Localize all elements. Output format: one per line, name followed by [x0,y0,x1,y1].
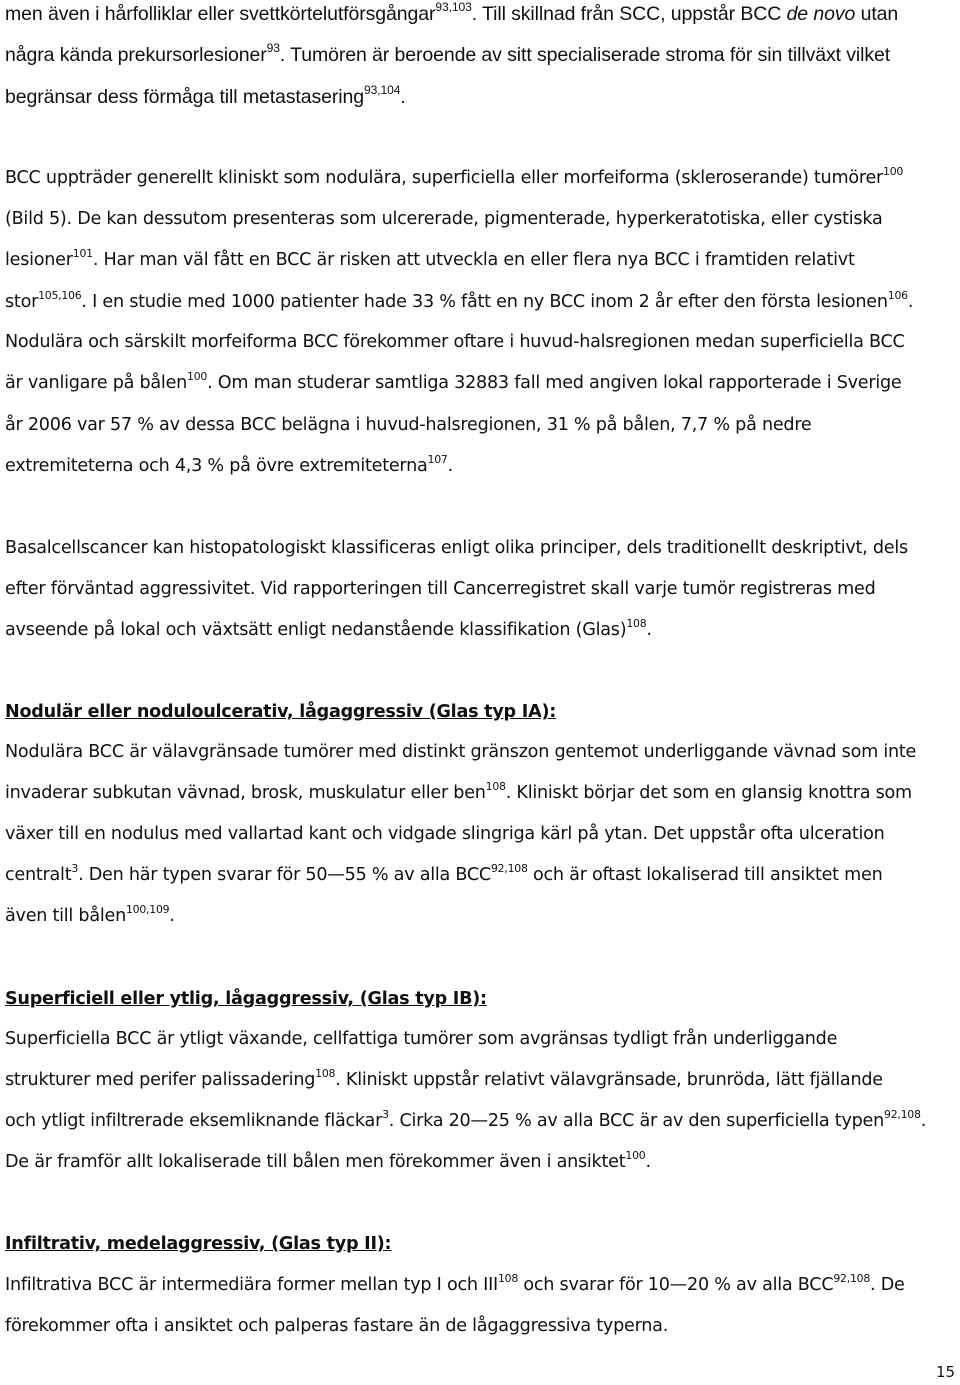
text-run: . Den här typen svarar för 50—55 % av alla BCC [78,865,491,885]
text-run: Nodulär eller noduloulcerativ, lågaggressiv (Glas typ IA): [5,702,557,722]
reference-superscript: 100 [883,164,904,178]
text-line [5,1068,883,1092]
text-run: . Cirka 20—25 % av alla BCC är av den superficiella typen [388,1111,885,1131]
text-run: . Kliniskt börjar det som en glansig knottra som [505,783,912,803]
text-run: . [400,86,406,108]
text-run: . [447,456,453,476]
reference-superscript: 93,104 [364,82,401,97]
text-run: Infiltrativ, medelaggressiv, (Glas typ II): [5,1234,392,1254]
text-run: några kända prekursorlesioner [5,44,267,66]
text-line [5,1314,668,1338]
text-run: . Kliniskt uppstår relativt välavgränsade, brunröda, lätt fjällande [335,1070,883,1090]
reference-superscript: 108 [485,779,506,793]
reference-superscript: 106 [887,288,908,302]
reference-superscript: 107 [427,452,448,466]
reference-superscript: 92,108 [884,1107,921,1121]
text-run: . I en studie med 1000 patienter hade 33 % fått en ny BCC inom 2 år efter den första lesionen [81,292,888,312]
heading-glas-ii [5,1232,391,1256]
text-line [5,290,913,314]
text-run: Infiltrativa BCC är intermediära former mellan typ I och III [5,1275,498,1295]
text-run: (Bild 5). De kan dessutom presenteras som ulcererade, pigmenterade, hyperkeratotiska, eller cystiska [5,209,883,229]
reference-superscript: 3 [382,1107,389,1121]
text-run: Superficiell eller ytlig, lågaggressiv, (Glas typ IB): [5,989,487,1009]
text-run: Nodulära BCC är välavgränsade tumörer med distinkt gränszon gentemot underliggande vävnad som inte [5,742,917,762]
heading-glas-ib [5,987,487,1011]
text-line [5,82,406,109]
reference-superscript: 92,108 [833,1271,871,1285]
text-run: . [646,620,652,640]
text-run: . [645,1152,651,1172]
text-line [5,781,912,805]
reference-superscript: 108 [497,1271,519,1285]
text-run: och är oftast lokaliserad till ansiktet men [527,865,883,885]
text-run: invaderar subkutan vävnad, brosk, muskulatur eller ben [5,783,486,803]
text-run: förekommer ofta i ansiktet och palperas fastare än de lågaggressiva typerna. [5,1316,669,1336]
text-run: är vanligare på bålen [5,373,188,393]
text-run: BCC uppträder generellt kliniskt som nodulära, superficiella eller morfeiforma (skleroserande) tumörer [5,168,884,188]
text-run: . [169,906,175,926]
text-run: De är framför allt lokaliserade till bålen men förekommer även i ansiktet [5,1152,626,1172]
text-run: . Om man studerar samtliga 32883 fall med angiven lokal rapporterade i Sverige [207,373,902,393]
text-line [5,413,812,437]
text-line [5,618,652,642]
text-run: de novo [786,3,856,25]
text-run: . De [870,1275,905,1295]
reference-superscript: 100,109 [125,902,170,916]
text-line [5,330,905,354]
text-run: även till bålen [5,906,126,926]
reference-superscript: 93,103 [435,0,472,14]
text-run: . [907,292,914,312]
text-line [5,2,898,26]
text-line [5,454,453,478]
text-run: och ytligt infiltrerade eksemliknande fläckar [5,1111,383,1131]
text-line [5,1273,905,1297]
reference-superscript: 101 [72,246,93,260]
text-run: extremiteterna och 4,3 % på övre extremiteterna [5,456,428,476]
text-run: . Till skillnad från SCC, uppstår BCC [471,3,787,25]
text-line [5,1027,837,1051]
text-run: år 2006 var 57 % av dessa BCC belägna i huvud-halsregionen, 31 % på bålen, 7,7 % på nedre [5,415,812,435]
reference-superscript: 92,108 [490,861,528,875]
text-run: avseende på lokal och växtsätt enligt nedanstående klassifikation (Glas) [5,620,627,640]
text-run: Superficiella BCC är ytligt växande, cellfattiga tumörer som avgränsas tydligt från underliggande [5,1029,838,1049]
text-run: strukturer med perifer palissadering [5,1070,316,1090]
text-run: begränsar dess förmåga till metastasering [5,86,364,108]
text-line [5,40,891,67]
text-line [5,863,883,887]
reference-superscript: 108 [626,616,647,630]
text-run: stor [5,292,39,312]
reference-superscript: 93 [266,40,280,55]
reference-superscript: 100 [625,1148,646,1162]
text-line [5,1150,651,1174]
text-run: och svarar för 10—20 % av alla BCC [518,1275,834,1295]
text-run: . [920,1111,927,1131]
text-run: centralt [5,865,72,885]
text-run: lesioner [5,250,73,270]
text-line [5,536,908,560]
text-run: . Tumören är beroende av sitt specialiserade stroma för sin tillväxt vilket [279,44,891,66]
text-line [5,207,883,231]
text-run: växer till en nodulus med vallartad kant och vidgade slingriga kärl på ytan. Det uppstår ofta ulceration [5,824,885,844]
text-line [5,577,876,601]
reference-superscript: 100 [187,369,208,383]
text-run: utan [855,3,899,25]
text-line [5,1109,926,1133]
text-run: Nodulära och särskilt morfeiforma BCC förekommer oftare i huvud-halsregionen medan superficiella BCC [5,332,905,352]
text-line [5,740,916,764]
text-run: Basalcellscancer kan histopatologiskt klassificeras enligt olika principer, dels traditionellt deskriptivt, dels [5,538,908,558]
text-line [5,166,903,190]
text-line [5,371,901,395]
reference-superscript: 3 [71,861,79,875]
text-run: efter förväntad aggressivitet. Vid rapporteringen till Cancerregistret skall varje tumör registreras med [5,579,876,599]
text-run: men även i hårfolliklar eller svettkörtelutförsgångar [5,3,436,25]
text-run: . Har man väl fått en BCC är risken att utveckla en eller flera nya BCC i framtiden relativt [92,250,855,270]
reference-superscript: 105,106 [38,288,82,302]
text-line [5,822,885,846]
reference-superscript: 108 [315,1066,336,1080]
text-line [5,248,855,272]
text-line [5,904,175,928]
page-number: 15 [936,1363,956,1381]
heading-glas-ia [5,700,556,724]
